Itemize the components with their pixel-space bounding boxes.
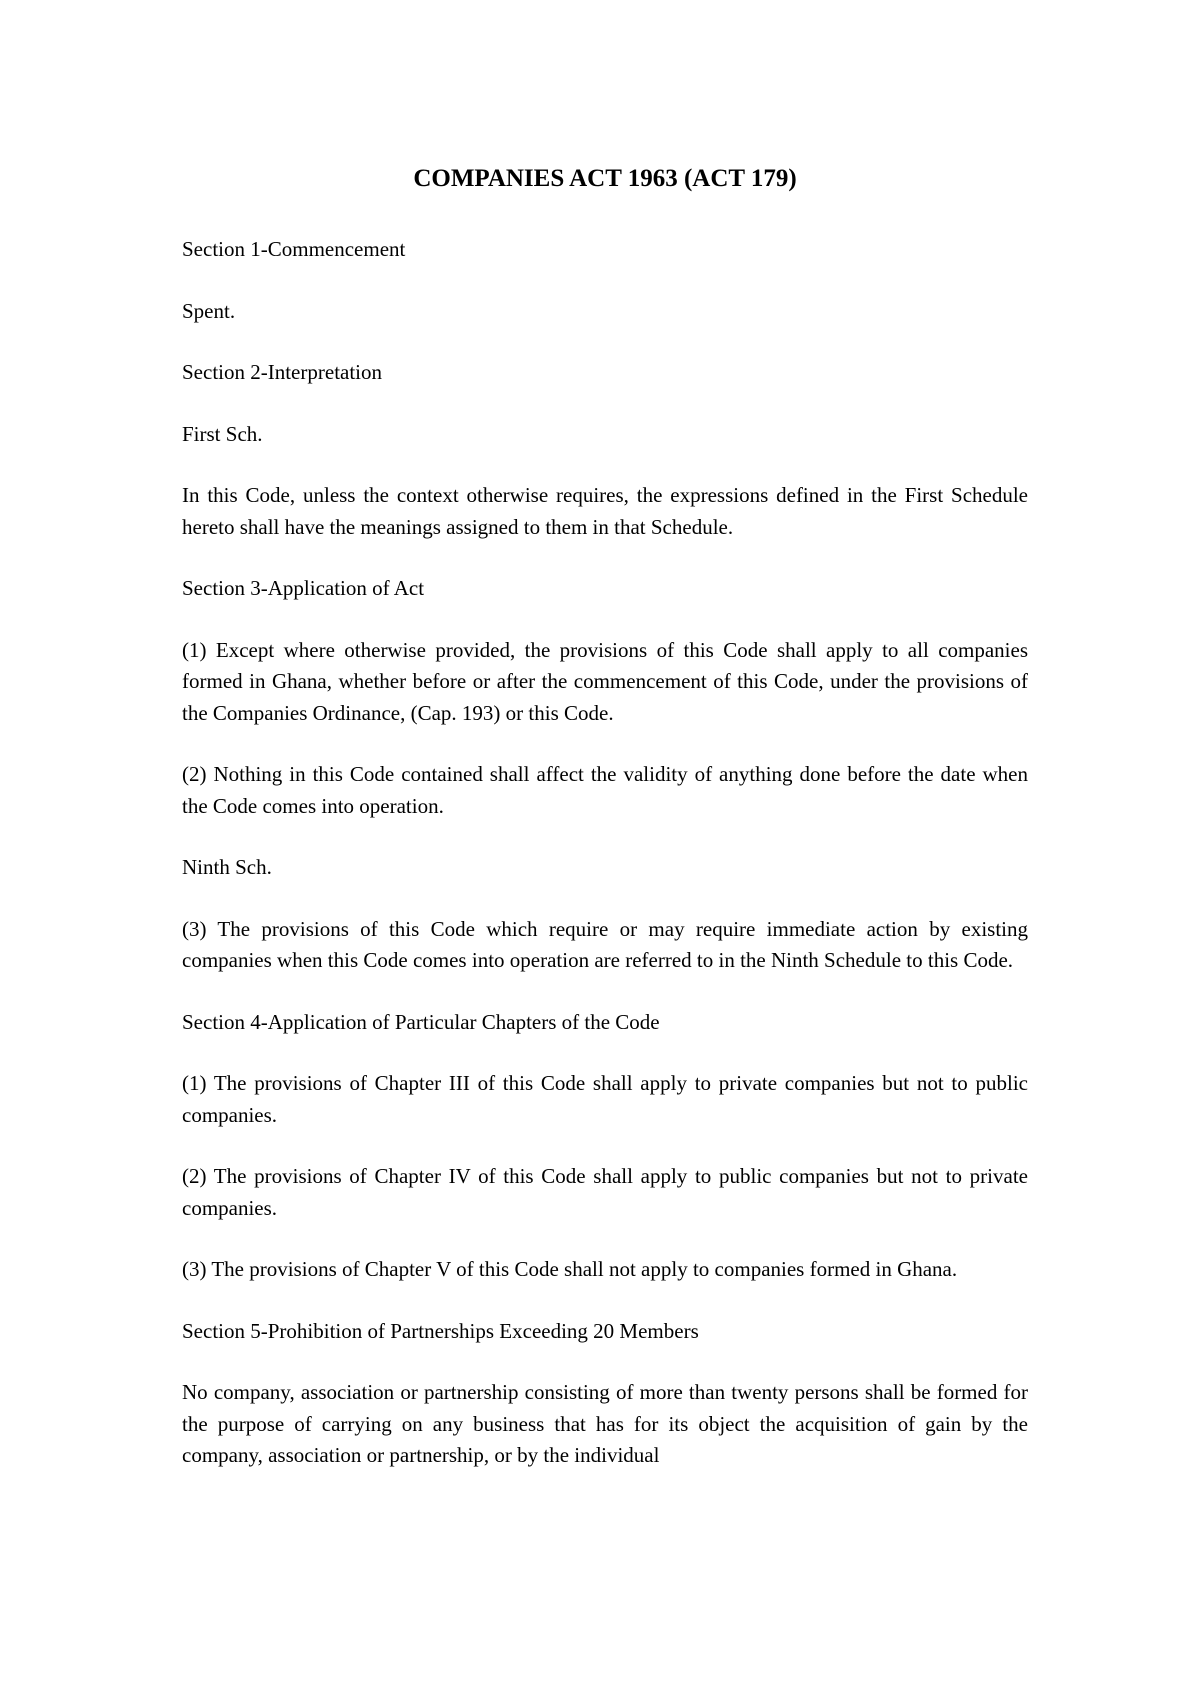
section-heading-4: Section 4-Application of Particular Chapters of the Code	[182, 1009, 660, 1034]
paragraph: (1) The provisions of Chapter III of this Code shall apply to private companies but not to public companies.	[182, 1071, 1028, 1127]
paragraph: Spent.	[182, 298, 236, 323]
section-heading-5: Section 5-Prohibition of Partnerships Exceeding 20 Members	[182, 1318, 699, 1343]
section-heading-1: Section 1-Commencement	[182, 237, 406, 261]
margin-note: First Sch.	[182, 421, 263, 446]
paragraph: (3) The provisions of Chapter V of this Code shall not apply to companies formed in Ghana.	[182, 1257, 958, 1281]
paragraph: No company, association or partnership consisting of more than twenty persons shall be formed for the purpose of carrying on any business that has for its object the acquisition of gain by the company, association or partnership, or by the individual	[182, 1380, 1028, 1467]
section-heading-3: Section 3-Application of Act	[182, 576, 425, 600]
margin-note: Ninth Sch.	[182, 855, 272, 879]
paragraph: (1) Except where otherwise provided, the provisions of this Code shall apply to all companies formed in Ghana, whether before or after the commencement of this Code, under the provisions of the Companies Ordinance, (Cap. 193) or this Code.	[182, 637, 1028, 725]
paragraph: (3) The provisions of this Code which require or may require immediate action by existing companies when this Code comes into operation are referred to in the Ninth Schedule to this Code.	[182, 916, 1028, 972]
document-title: COMPANIES ACT 1963 (ACT 179)	[413, 165, 797, 192]
paragraph: (2) Nothing in this Code contained shall affect the validity of anything done before the date when the Code comes into operation.	[182, 762, 1028, 818]
paragraph: In this Code, unless the context otherwise requires, the expressions defined in the First Schedule hereto shall have the meanings assigned to them in that Schedule.	[182, 483, 1028, 539]
document-body	[182, 162, 1028, 1502]
section-heading-2: Section 2-Interpretation	[182, 360, 383, 384]
paragraph: (2) The provisions of Chapter IV of this Code shall apply to public companies but not to private companies.	[182, 1164, 1028, 1220]
